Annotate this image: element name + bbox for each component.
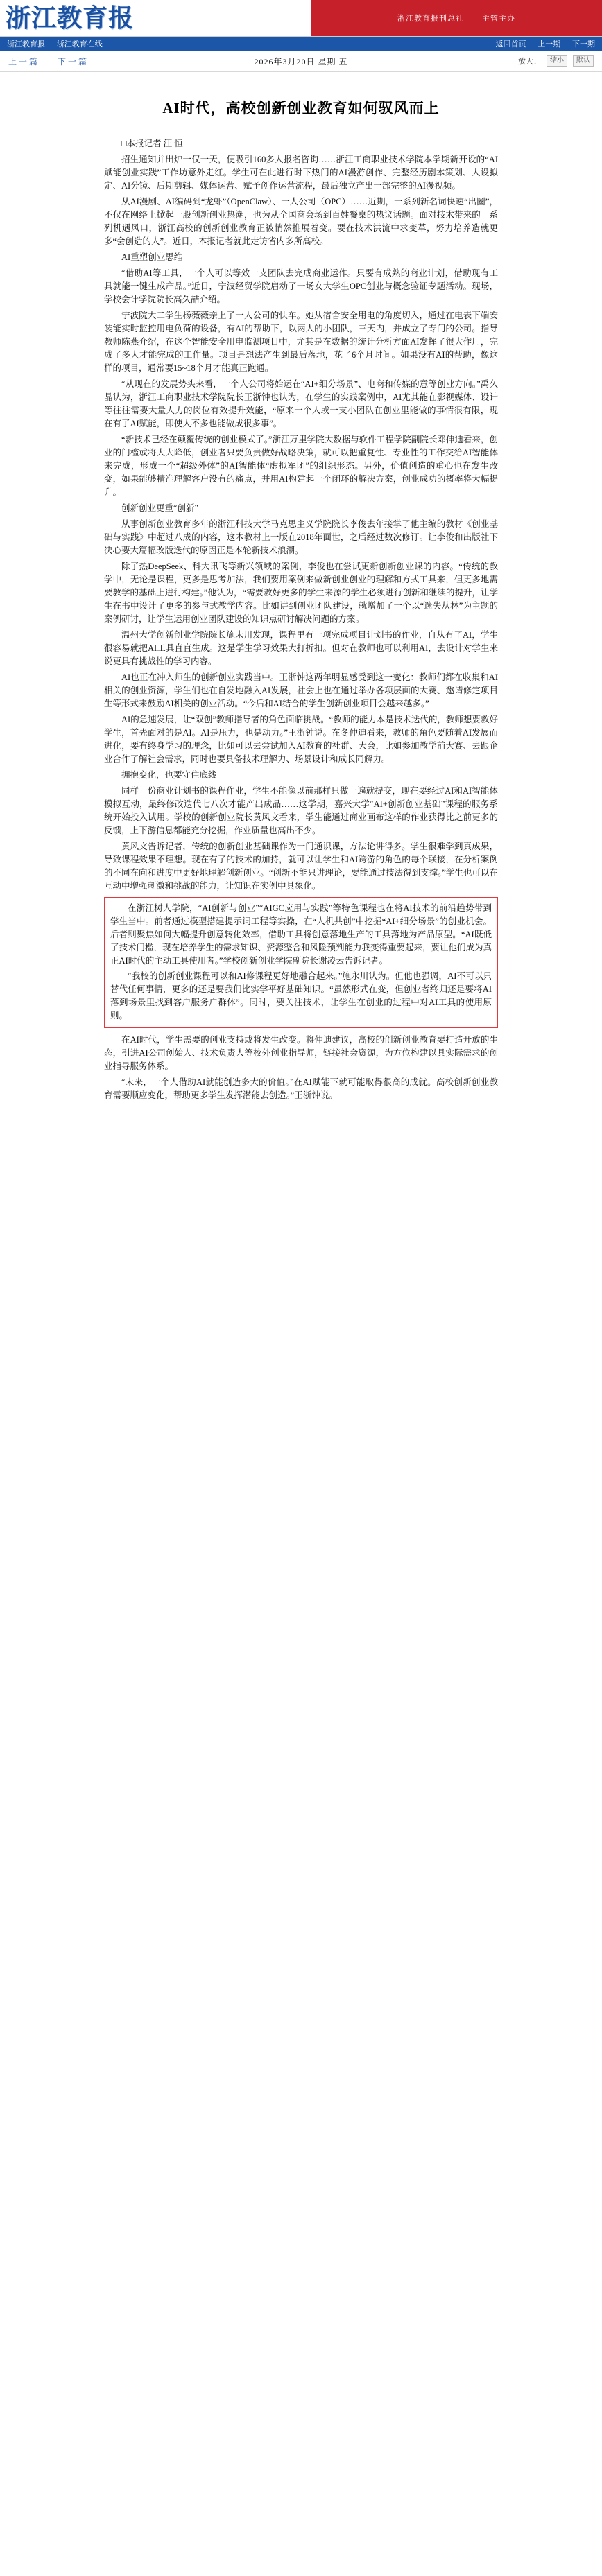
nav-link-online[interactable]: 浙江教育在线 — [56, 40, 103, 49]
next-article-button[interactable]: 下 一 篇 — [58, 56, 87, 67]
article-paragraph: 在AI时代，学生需要的创业支持或将发生改变。将仲迪建议，高校的创新创业教育要打造开放的生态，引进AI公司创始人、技术负责人等校外创业指导师，链接社会资源，为方位构建以具实际需求的创业指导服务体系。 — [104, 1035, 498, 1071]
page-title: AI时代，高校创新创业教育如何驭风而上 — [162, 100, 440, 116]
font-size-default-button[interactable]: 默认 — [573, 55, 594, 67]
article-paragraph: “借助AI等工具，一个人可以等效一支团队去完成商业运作。只要有成熟的商业计划，借助现有工具就能一键生成产品。”近日，宁波经贸学院启动了一场女大学生OPC创业与概念验证专题活动。现场，学校会计学院院长高久喆介绍。 — [104, 268, 498, 304]
toolbar-left-group — [8, 55, 105, 67]
article-paragraph: 在浙江树人学院，“AI创新与创业”“AIGC应用与实践”等特色课程也在将AI技术的前沿趋势带到学生当中。前者通过模型搭建提示词工程等实操，在“人机共创”中挖掘“AI+细分场景”的创业机会。后者则聚焦如何大幅提升创意转化效率，借助工具将创意落地生产的工具落地为产品原型。“AI既低了技术门槛，现在培养学生的需求知识、资源整合和风险预判能力我变得重要起来，要让他们成为真正AI时代的主动工具使用者。”学校创新创业学院副院长谢凌云告诉记者。 — [110, 903, 492, 966]
article-paragraph: 同样一份商业计划书的课程作业，学生不能像以前那样只做一遍就提交，现在要经过AI和AI智能体模拟互动，最终修改迭代七八次才能产出成品……这学期，嘉兴大学“AI+创新创业基础”课程的服务系统开始投入试用。学校的创新创业院长黄风文看来，学生能通过商业画布这样的作业获得比之前更多的反馈，上下游信息都能充分挖掘，作业质量也高出不少。 — [104, 786, 498, 835]
article-paragraph: “从现在的发展势头来看，一个人公司将始运在“AI+细分场景”、电商和传媒的意等创业方向。”禹久晶认为，浙江工商职业技术学院院长王浙钟也认为，在学生的实践案例中，AI尤其能在影视媒体、设计等往往需要大量人力的岗位有效提升效能，“原来一个人或一支小团队在创业里能做的事情很有限，现在有了AI赋能，即使人不多也能做成很多事”。 — [104, 379, 498, 428]
article-byline: □本报记者 汪 恒 — [121, 139, 183, 148]
article-paragraph: “未来，一个人借助AI就能创造多大的价值。”在AI赋能下就可能取得很高的成就。高校创新创业教育需要顺应变化，帮助更多学生发挥潜能去创造。”王浙钟说。 — [104, 1077, 498, 1100]
prev-article-button[interactable]: 上 一 篇 — [8, 56, 38, 67]
article-subheading: AI重塑创业思维 — [121, 252, 183, 262]
highlighted-excerpt — [104, 897, 498, 1028]
nav-link-home[interactable]: 返回首页 — [495, 40, 526, 49]
font-size-smaller-button[interactable]: 缩小 — [547, 55, 567, 67]
article-toolbar — [0, 51, 602, 72]
nav-link-next-issue[interactable]: 下一期 — [572, 40, 595, 49]
article-subheading: 拥抱变化，也要守住底线 — [121, 770, 217, 780]
article-subheading: 创新创业更重“创新” — [121, 503, 199, 513]
top-navbar — [0, 37, 602, 51]
article-paragraph: “我校的创新创业课程可以和AI修课程更好地融合起来。”施永川认为。但他也强调，AI不可以只替代任何事情，更多的还是要我们比实学平好基础知识。“虽然形式在变，但创业者终归还是要将AI落到场景里找到客户服务户群体”。同时，要关注技术，让学生在创业的过程中对AI工具的使用原则。 — [110, 971, 492, 1020]
issue-date: 2026年3月20日 星期 五 — [254, 56, 348, 67]
font-size-label: 放大： — [518, 58, 541, 66]
article-body — [0, 72, 602, 1133]
article-paragraph: 宁波院大二学生杨薇薇亲上了一人公司的快车。她从宿舍安全用电的角度切入，通过在电表下端安装能实时监控用电负荷的设备，有AI的帮助下，以两人的小团队，三天内，并成立了专门的公司。指导教师陈燕介绍，在这个智能安全用电监测项目中，尤其是在数据的统计分析方面AI发挥了很大作用，完成了多人才能完成的工作量。项目是想法产生到最后落地，花了6个月时间。如果没有AI的帮助，像这样的项目，通常要15~18个月才能真正跑通。 — [104, 311, 498, 373]
masthead-title: 浙江教育报 — [6, 4, 135, 32]
banner-sponsor: 主管主办 — [482, 15, 515, 23]
article-paragraph: 温州大学创新创业学院院长施未川发现，课程里有一项完成项目计划书的作业，自从有了AI，学生很容易就把AI工具直直生成。这是学生学习效果大打折扣。但对在教师也可以利用AI，去设计对学生来说更具有挑战性的学习内容。 — [104, 630, 498, 666]
article-paragraph: 从AI漫剧、AI编码到“龙虾”（OpenClaw）、一人公司（OPC）……近期，一系列新名词快速“出圈”，不仅在网络上掀起一股创新创业热潮，也为从全国商会场到百姓餐桌的热议话题。面对技术带来的一系列机遇风口，浙江高校的创新创业教育正被悄然推展着变。要在技术洪流中求变革，努力培养造就更多“会创造的人”。近日，本报记者就此走访省内多所高校。 — [104, 197, 498, 246]
masthead — [0, 0, 602, 37]
article-paragraph: 从事创新创业教育多年的浙江科技大学马克思主义学院院长李俊去年接掌了他主编的教材《创业基础与实践》中超过八成的内容，这本教材上一版在2018年面世，之后经过数次修订。让李俊和出版社下决心要大篇幅改版迭代的原因正是本轮新技术浪潮。 — [104, 519, 498, 555]
navbar-left-group — [7, 38, 112, 49]
nav-link-prev-issue[interactable]: 上一期 — [538, 40, 561, 49]
nav-link-paper[interactable]: 浙江教育报 — [7, 40, 45, 49]
banner-publisher: 浙江教育报刊总社 — [397, 15, 464, 23]
article-paragraph: 黄风文告诉记者，传统的创新创业基础课作为一门通识课，方法论讲得多。学生很难学到真成果，导致课程效果不理想。现在有了的技术的加持，就可以让学生和AI跨游的角色的每个联接，在分析案例的不同在向和进度中更好地理解创新创业。“创新不能只讲理论，要能通过技法得到支撑。”学生也可以在互动中增强刺激和挑战的能力，让知识在实例中具象化。 — [104, 842, 498, 891]
article-paragraph: AI的急速发展，让“双创”教师指导者的角色面临挑战。“教师的能力本是技术迭代的，教师想要教好学生，首先面对的是AI。AI是压力，也是动力。”王浙钟说。在冬仲迪看来，教师的角色要随着AI发展而进化，要有终身学习的理念，比如可以去尝试加入AI教育的社群、大会，比如参加教学前大赛、去跟企业合作了解社会需求，同时也要具备技术理解力、场景设计和成长同解力。 — [104, 715, 498, 764]
toolbar-right-group — [518, 55, 594, 67]
article-paragraph: 除了热DeepSeek、科大讯飞等新兴领域的案例，李俊也在尝试更新创新创业课的内容。“传统的教学中，无论是课程，更多是思考加法，我们要用案例来做新创业创业的理解和方式工具来，但更多地需要教学的基础上进行构建。”他认为，“需要教好更多的学生来源的学生必须进行创新和继续的提升，让学生在书中设计了更多的参与式教学内容。比如讲到创业团队建设，就增加了一个以“迷失从林”为主题的案例研讨，让学生运用创业团队建设的知识点研讨解决问题的方案。 — [104, 562, 498, 624]
masthead-red-banner — [311, 0, 602, 36]
article-paragraph: 招生通知并出炉一仅一天，便吸引160多人报名咨询……浙江工商职业技术学院本学期新开设的“AI赋能创业实践”工作坊意外走红。学生可在此进行时下热门的AI漫游创作、完整经历剧本策划、人设拟定、AI分镜、后期剪辑、媒体运营、赋予创作运营流程，最后独立产出一部完整的AI漫视频。 — [104, 155, 498, 191]
article-paragraph: “新技术已经在颠覆传统的创业模式了。”浙江万里学院大数据与软件工程学院副院长邓伸迪看来，创业的门槛或将大大降低，创业者只要负责做好战略决策，就可以把重复性、专业性的工作交给AI智能体来完成，形成一个“超级外体”的AI智能体“虚拟军团”的组织形态。另外，价值创造的重心也在发生改变，如果能够精准理解客户没有的痛点，并用AI构建起一个闭环的解决方案，创业成功的概率将大幅提升。 — [104, 435, 498, 497]
navbar-right-group — [486, 38, 596, 49]
article-paragraph: AI也正在冲入师生的创新创业实践当中。王浙钟这两年明显感受到这一变化：教师们都在收集和AI相关的创业资源，学生们也在自发地融入AI发展，社会上也在通过举办各项层面的大赛、邀请修定项目生等形式来鼓励AI相关的创业活动。“今后和AI结合的学生创新创业项目会越来越多。” — [104, 672, 498, 708]
